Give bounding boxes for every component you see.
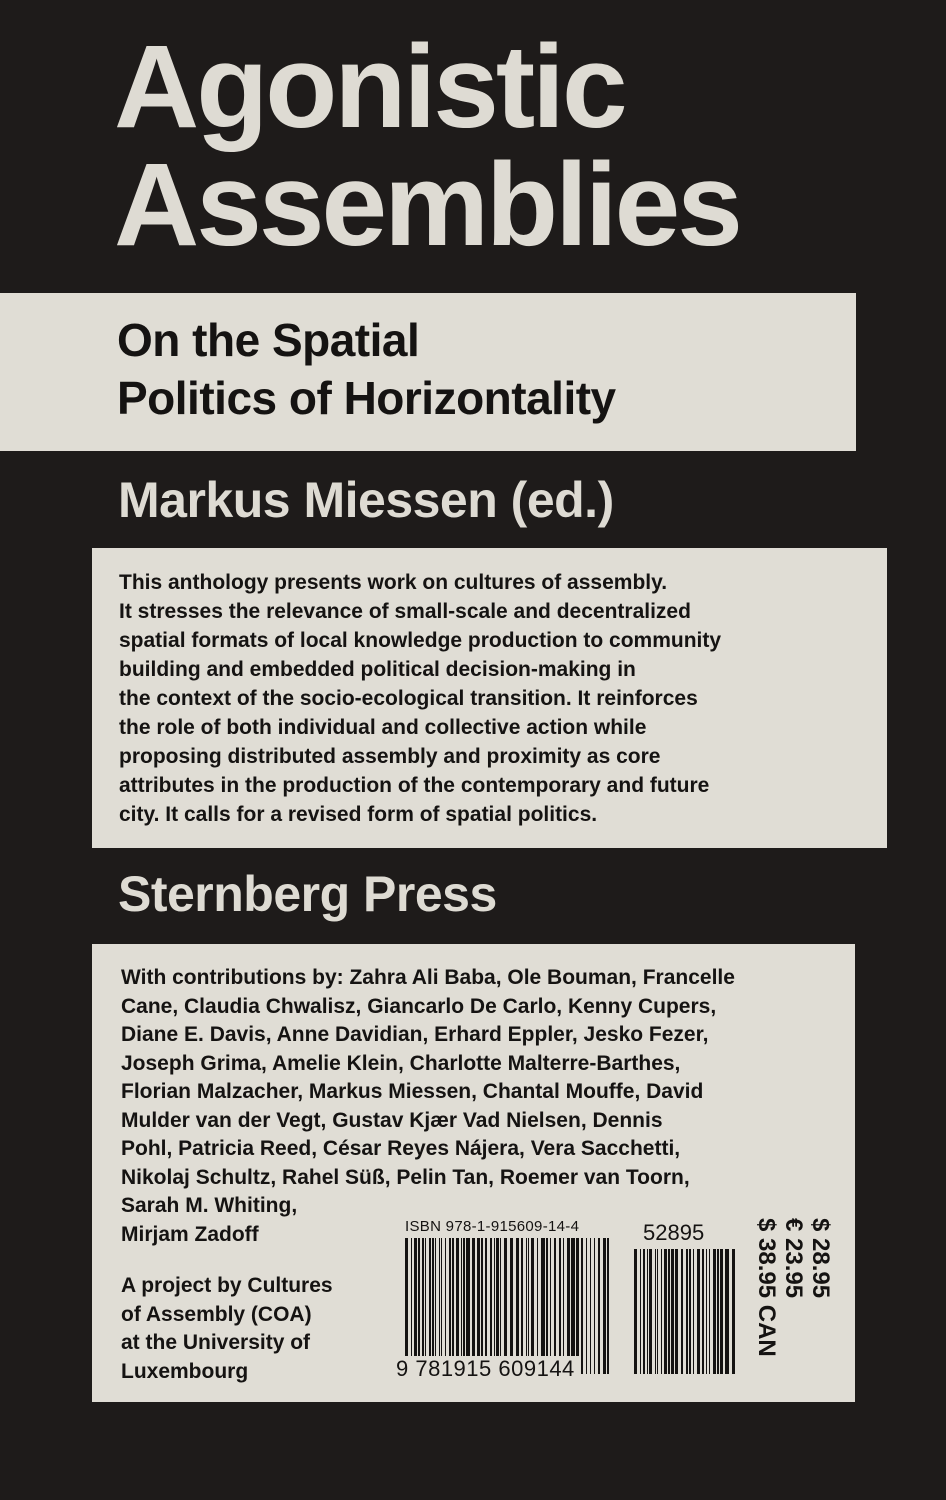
price-list [752,1218,832,1378]
title-line-1: Agonistic [114,21,625,153]
price-usd: $ 28.95 [807,1218,834,1299]
contributors-line: Pohl, Patricia Reed, César Reyes Nájera, Vera Sacchetti, [121,1137,681,1160]
contributors-line: Mulder van der Vegt, Gustav Kjær Vad Nielsen, Dennis [121,1108,663,1132]
price-addon-label: 52895 [643,1220,705,1245]
description-line: building and embedded political decision-making in [119,658,636,681]
barcode-bar [550,1238,551,1374]
barcode-bar [725,1249,729,1374]
description-line: attributes in the production of the contemporary and future [119,774,710,797]
barcode-bar [521,1238,523,1374]
barcode-bar [668,1249,670,1374]
barcode-bar [657,1249,658,1374]
barcode-bar [466,1238,470,1374]
barcode-bar [571,1238,575,1374]
barcode-bar [643,1249,645,1374]
barcode-bar [664,1249,667,1374]
publisher-name: Sternberg Press [118,866,497,922]
contributors-panel [92,944,855,1402]
barcode-bar [461,1238,462,1374]
description-line: proposing distributed assembly and proximity as core [119,745,661,768]
project-line: of Assembly (COA) [121,1302,312,1326]
contributors-line: Joseph Grima, Amelie Klein, Charlotte Malterre-Barthes, [121,1051,681,1075]
barcode-bar [559,1238,561,1374]
barcode-bar [452,1238,454,1374]
barcode-bar [425,1238,426,1374]
barcode-bar [516,1238,519,1374]
contributors-line: Mirjam Zadoff [121,1222,259,1246]
barcode-bar [435,1238,436,1374]
project-line: Luxembourg [121,1359,249,1383]
description-line: the context of the socio-ecological transition. It reinforces [119,687,698,710]
project-line: at the University of [121,1331,311,1354]
description-line: spatial formats of local knowledge production to community [119,629,722,652]
barcode-bar [494,1238,495,1374]
barcode-bar [463,1238,465,1374]
barcode-bar [706,1249,707,1374]
subtitle-panel [0,293,856,451]
barcode-bar [717,1249,719,1374]
contributors-line: Cane, Claudia Chwalisz, Giancarlo De Carlo, Kenny Cupers, [121,994,717,1018]
barcode-bar [510,1238,513,1374]
editor-name: Markus Miessen (ed.) [118,472,614,528]
barcode-bar [586,1238,587,1374]
barcode-bar [732,1249,735,1374]
barcode-bar [649,1249,652,1374]
isbn-barcode [404,1238,610,1374]
price-addon-barcode [633,1249,739,1374]
barcode-bar [526,1238,527,1374]
barcode-bar [541,1238,545,1374]
description-line: It stresses the relevance of small-scale and decentralized [119,600,691,623]
barcode-bar [640,1249,641,1374]
barcode-bar [504,1238,507,1374]
description-line: the role of both individual and collective action while [119,716,647,739]
subtitle-line-2: Politics of Horizontality [117,372,616,424]
barcode-bar [693,1249,694,1374]
barcode-bar [681,1249,683,1374]
barcode-bar [647,1249,648,1374]
description-line: city. It calls for a revised form of spatial politics. [119,803,598,826]
barcode-bar [405,1238,408,1374]
contributors-line: Sarah M. Whiting, [121,1194,298,1217]
barcode-bar [675,1249,678,1374]
barcode-bar [671,1249,674,1374]
book-title [114,21,740,271]
barcode-bar [477,1238,480,1374]
subtitle-line-1: On the Spatial [117,314,420,366]
project-credit [121,1272,333,1386]
barcode-bar [496,1238,499,1374]
barcode-bar [697,1249,700,1374]
barcode-bar [661,1249,662,1374]
barcode-bar [563,1238,564,1374]
barcode-bar [709,1249,710,1374]
contributors-line: Diane E. Davis, Anne Davidian, Erhard Eppler, Jesko Fezer, [121,1023,709,1046]
title-line-2: Assemblies [114,139,740,271]
barcode-bar [531,1238,534,1374]
contributors-text [121,964,735,1249]
barcode-bar [414,1238,417,1374]
contributors-line: Florian Malzacher, Markus Miessen, Chantal Mouffe, David [121,1080,704,1103]
barcode-bar [567,1238,570,1374]
barcode-bar [546,1238,548,1374]
barcode-bar [472,1238,475,1374]
isbn-label: ISBN 978-1-915609-14-4 [405,1218,580,1235]
barcode-bar [581,1238,583,1374]
description-panel [92,548,887,848]
barcode-bar [598,1238,600,1374]
price-eur: € 23.95 [780,1218,807,1299]
project-line: A project by Cultures [121,1274,333,1297]
barcode-bar [607,1238,609,1374]
price-cad: $ 38.95 CAN [753,1218,780,1357]
barcode-bar [500,1238,501,1374]
contributors-line: Nikolaj Schultz, Rahel Süß, Pelin Tan, Roemer van Toorn, [121,1165,690,1189]
barcode-bar [655,1249,656,1374]
barcode-bar [603,1238,606,1374]
description-text [119,568,721,829]
barcode-bar [554,1238,556,1374]
barcode-bar [441,1238,442,1374]
barcode-bar [449,1238,451,1374]
barcode-bar [411,1238,412,1374]
barcode-bar [481,1238,483,1374]
barcode-bar [418,1238,420,1374]
barcode-bar [713,1249,716,1374]
barcode-bar [537,1238,538,1374]
isbn-digits: 9 781915 609144 [392,1356,579,1382]
barcode-bar [686,1249,688,1374]
barcode-bar [439,1238,440,1374]
barcode-bar [485,1238,487,1374]
barcode-bar [445,1238,446,1374]
barcode-bar [590,1238,591,1374]
barcode-bar [576,1238,579,1374]
barcode-bar [689,1249,691,1374]
barcode-bar [432,1238,434,1374]
barcode-bar [720,1249,723,1374]
barcode-bar [429,1238,431,1374]
barcode-bar [702,1249,704,1374]
barcode-bar [456,1238,459,1374]
barcode-bar [422,1238,424,1374]
barcode-bar [634,1249,637,1374]
description-line: This anthology presents work on cultures of assembly. [119,571,668,594]
contributors-line: With contributions by: Zahra Ali Baba, Ole Bouman, Francelle [121,966,735,989]
book-subtitle [117,311,616,427]
barcode-bar [594,1238,595,1374]
barcode-bar [490,1238,492,1374]
barcode-bar [528,1238,529,1374]
